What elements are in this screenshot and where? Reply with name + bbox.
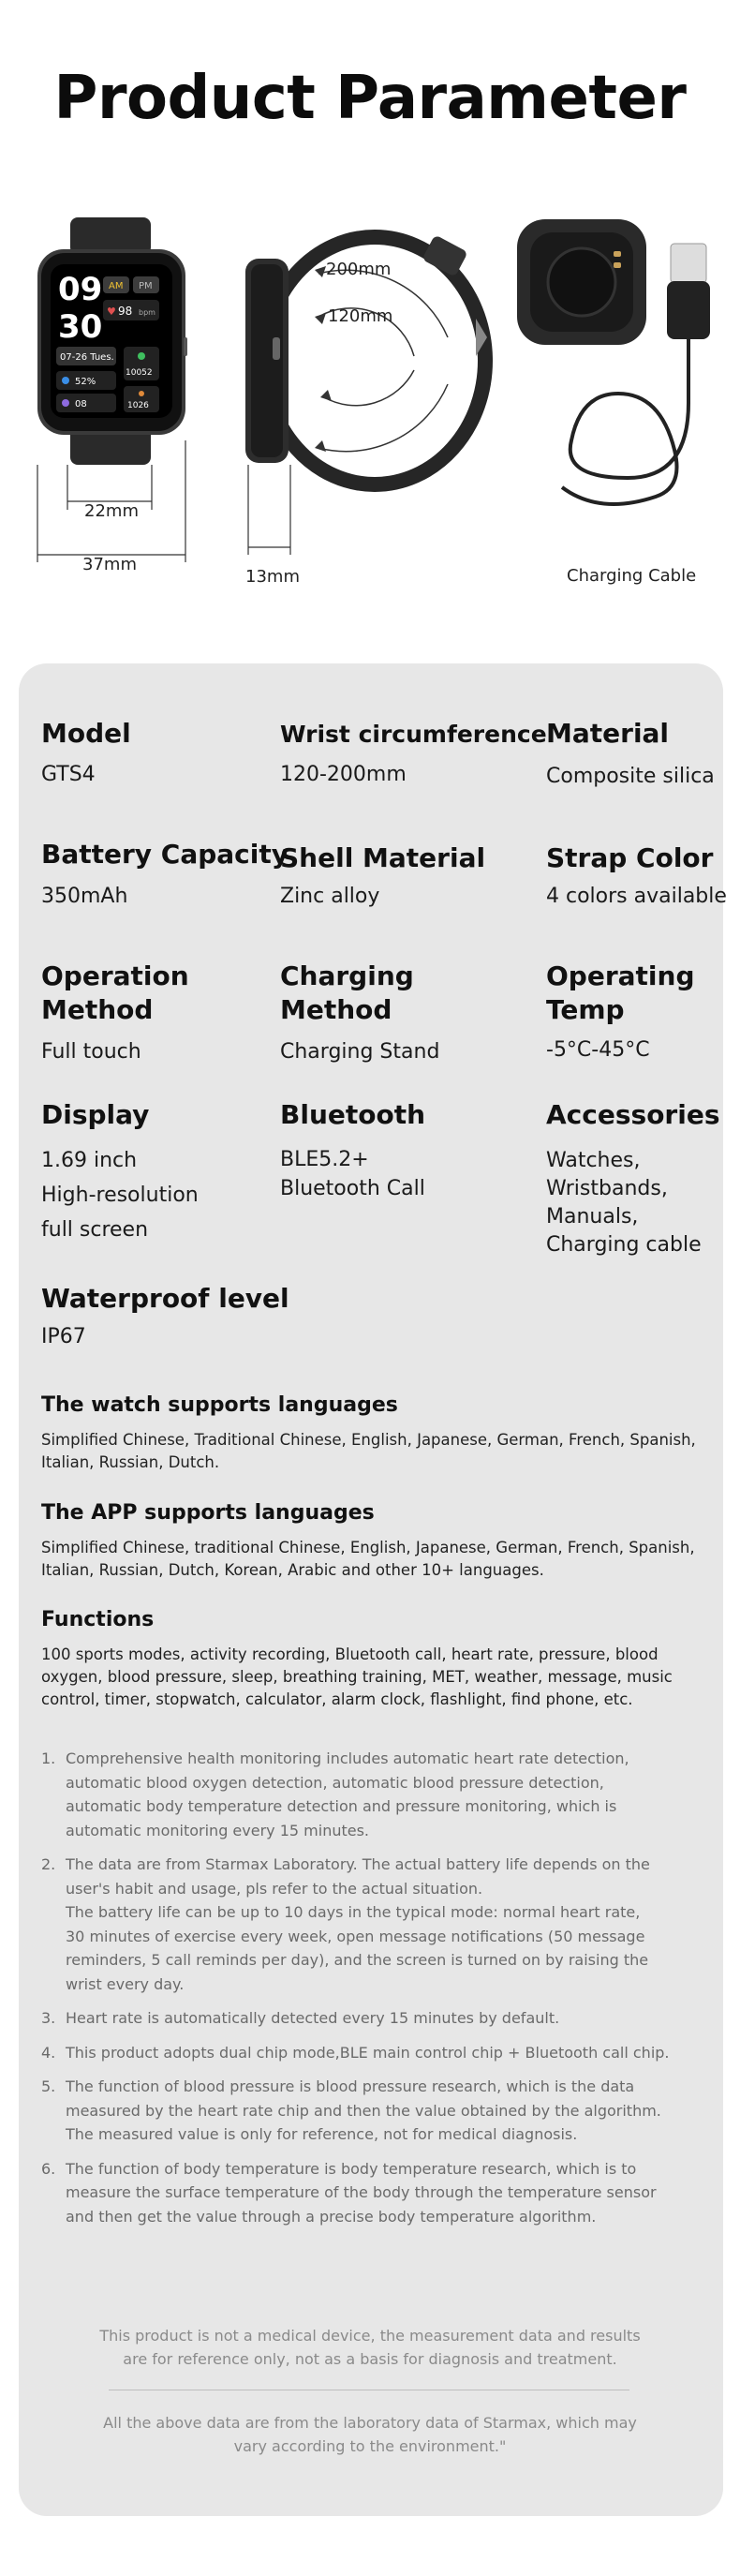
page-title: Product Parameter (53, 64, 687, 133)
note-item (41, 2075, 688, 2147)
spec-label-battery: Battery Capacity (41, 839, 289, 870)
watch-kcal: 1026 (127, 401, 149, 410)
spec-label-operation-1: Operation (41, 960, 189, 991)
spec-value-bluetooth-2: Bluetooth Call (280, 1177, 425, 1200)
watch-bpm: bpm (139, 308, 155, 317)
spec-value-bluetooth-1: BLE5.2+ (280, 1148, 369, 1171)
watch-languages-text (41, 1429, 697, 1474)
functions-line: oxygen, blood pressure, sleep, breathing training, MET, weather, message, music (41, 1668, 673, 1686)
spec-value-temp: -5°C-45°C (546, 1038, 650, 1062)
note-line: The function of blood pressure is blood pressure research, which is the data (66, 2077, 635, 2095)
watch-steps: 10052 (126, 368, 153, 378)
note-line: automatic monitoring every 15 minutes. (66, 1821, 370, 1839)
dimension-37mm: 37mm (82, 555, 137, 574)
app-languages-title: The APP supports languages (41, 1501, 375, 1525)
dimension-13mm: 13mm (245, 567, 300, 587)
note-line: measured by the heart rate chip and then the value obtained by the algorithm. (66, 2101, 661, 2120)
spec-value-material: Composite silica (546, 765, 715, 788)
spec-label-shell: Shell Material (280, 842, 486, 873)
spec-value-accessories-3: Manuals, (546, 1205, 639, 1228)
lab-disclaimer-line: vary according to the environment." (233, 2437, 507, 2455)
spec-value-battery: 350mAh (41, 885, 128, 908)
watch-languages-line: Italian, Russian, Dutch. (41, 1453, 220, 1471)
spec-value-display-3: full screen (41, 1218, 149, 1242)
spec-value-accessories-1: Watches, (546, 1149, 641, 1172)
spec-label-charging-2: Method (280, 994, 392, 1025)
spec-label-operation-2: Method (41, 994, 154, 1025)
watch-languages-line: Simplified Chinese, Traditional Chinese, English, Japanese, German, French, Spanish, (41, 1431, 696, 1449)
note-line: automatic blood oxygen detection, automatic blood pressure detection, (66, 1773, 604, 1792)
watch-date: 07-26 Tues. (60, 352, 114, 363)
charging-cable-label: Charging Cable (567, 566, 697, 586)
spec-label-charging-1: Charging (280, 960, 414, 991)
note-line: reminders, 5 call reminds per day), and the screen is turned on by raising the (66, 1951, 649, 1969)
note-item (41, 2157, 688, 2229)
note-line: 30 minutes of exercise every week, open message notifications (50 message (66, 1927, 645, 1945)
app-languages-text (41, 1537, 697, 1582)
spec-value-accessories-2: Wristbands, (546, 1177, 668, 1200)
note-number: 5. (41, 2077, 56, 2095)
watch-am: AM (109, 281, 124, 291)
spec-label-accessories: Accessories (546, 1099, 720, 1130)
note-line: automatic body temperature detection and pressure monitoring, which is (66, 1797, 617, 1815)
functions-line: control, timer, stopwatch, calculator, alarm clock, flashlight, find phone, etc. (41, 1690, 633, 1708)
heart-icon: ♥ (107, 305, 116, 318)
note-line: measure the surface temperature of the body through the temperature sensor (66, 2183, 657, 2201)
note-item (41, 2006, 688, 2031)
spec-label-display: Display (41, 1099, 150, 1130)
spec-label-wrist: Wrist circumference (280, 721, 547, 748)
note-item (41, 2041, 688, 2065)
note-line: This product adopts dual chip mode,BLE main control chip + Bluetooth call chip. (66, 2043, 670, 2062)
note-number: 1. (41, 1750, 56, 1767)
spec-value-wrist: 120-200mm (280, 763, 407, 786)
spec-label-model: Model (41, 718, 131, 749)
watch-sleep: 08 (75, 399, 87, 409)
spec-value-shell: Zinc alloy (280, 885, 380, 908)
dimension-200mm: 200mm (326, 260, 392, 279)
spec-label-temp-2: Temp (546, 994, 625, 1025)
note-number: 2. (41, 1855, 56, 1873)
functions-text (41, 1644, 697, 1711)
dimension-120mm: 120mm (328, 306, 393, 326)
watch-spo2: 52% (75, 377, 96, 387)
spec-value-accessories-4: Charging cable (546, 1233, 702, 1257)
app-languages-line: Italian, Russian, Dutch, Korean, Arabic and other 10+ languages. (41, 1561, 544, 1579)
functions-line: 100 sports modes, activity recording, Bluetooth call, heart rate, pressure, blood (41, 1645, 659, 1663)
note-line: and then get the value through a precise body temperature algorithm. (66, 2207, 597, 2226)
watch-hour: 09 (58, 271, 103, 308)
note-item (41, 1747, 688, 1842)
notes-list (41, 1747, 688, 2239)
note-number: 3. (41, 2009, 56, 2027)
note-line: Comprehensive health monitoring includes automatic heart rate detection, (66, 1750, 629, 1767)
note-number: 6. (41, 2159, 56, 2178)
medical-disclaimer-line: This product is not a medical device, the measurement data and results (99, 2327, 641, 2345)
watch-pm: PM (139, 281, 153, 291)
spec-label-bluetooth: Bluetooth (280, 1099, 426, 1130)
note-item (41, 1853, 688, 1996)
charger-image (517, 219, 710, 504)
note-line: Heart rate is automatically detected every 15 minutes by default. (66, 2009, 560, 2027)
note-number: 4. (41, 2043, 56, 2062)
watch-side-image (245, 234, 487, 555)
spec-label-strap: Strap Color (546, 842, 714, 873)
note-line: wrist every day. (66, 1974, 185, 1993)
dimension-22mm: 22mm (84, 501, 139, 521)
note-line: The function of body temperature is body temperature research, which is to (66, 2159, 637, 2178)
watch-minute: 30 (58, 308, 103, 346)
watch-languages-title: The watch supports languages (41, 1393, 398, 1417)
note-line: user's habit and usage, pls refer to the actual situation. (66, 1879, 483, 1898)
note-line: The measured value is only for reference, not for medical diagnosis. (66, 2125, 578, 2143)
spec-label-waterproof: Waterproof level (41, 1283, 289, 1314)
note-line: The data are from Starmax Laboratory. The actual battery life depends on the (66, 1855, 650, 1873)
spec-label-temp-1: Operating (546, 960, 695, 991)
spec-value-operation: Full touch (41, 1040, 141, 1064)
note-line: The battery life can be up to 10 days in the typical mode: normal heart rate, (66, 1903, 641, 1921)
spec-value-waterproof: IP67 (41, 1325, 86, 1348)
lab-disclaimer-line: All the above data are from the laboratory data of Starmax, which may (103, 2414, 637, 2432)
spec-value-charging: Charging Stand (280, 1040, 440, 1064)
spec-label-material: Material (546, 718, 670, 749)
medical-disclaimer (75, 2324, 665, 2371)
product-illustrations (0, 206, 740, 600)
functions-title: Functions (41, 1608, 155, 1631)
spec-value-strap: 4 colors available (546, 885, 727, 908)
spec-value-display-1: 1.69 inch (41, 1149, 138, 1172)
medical-disclaimer-line: are for reference only, not as a basis for diagnosis and treatment. (123, 2350, 617, 2368)
spec-value-model: GTS4 (41, 763, 96, 786)
spec-value-display-2: High-resolution (41, 1184, 199, 1207)
watch-heart: 98 (118, 305, 133, 318)
lab-disclaimer (75, 2411, 665, 2458)
app-languages-line: Simplified Chinese, traditional Chinese, English, Japanese, German, French, Spanish, (41, 1539, 695, 1556)
